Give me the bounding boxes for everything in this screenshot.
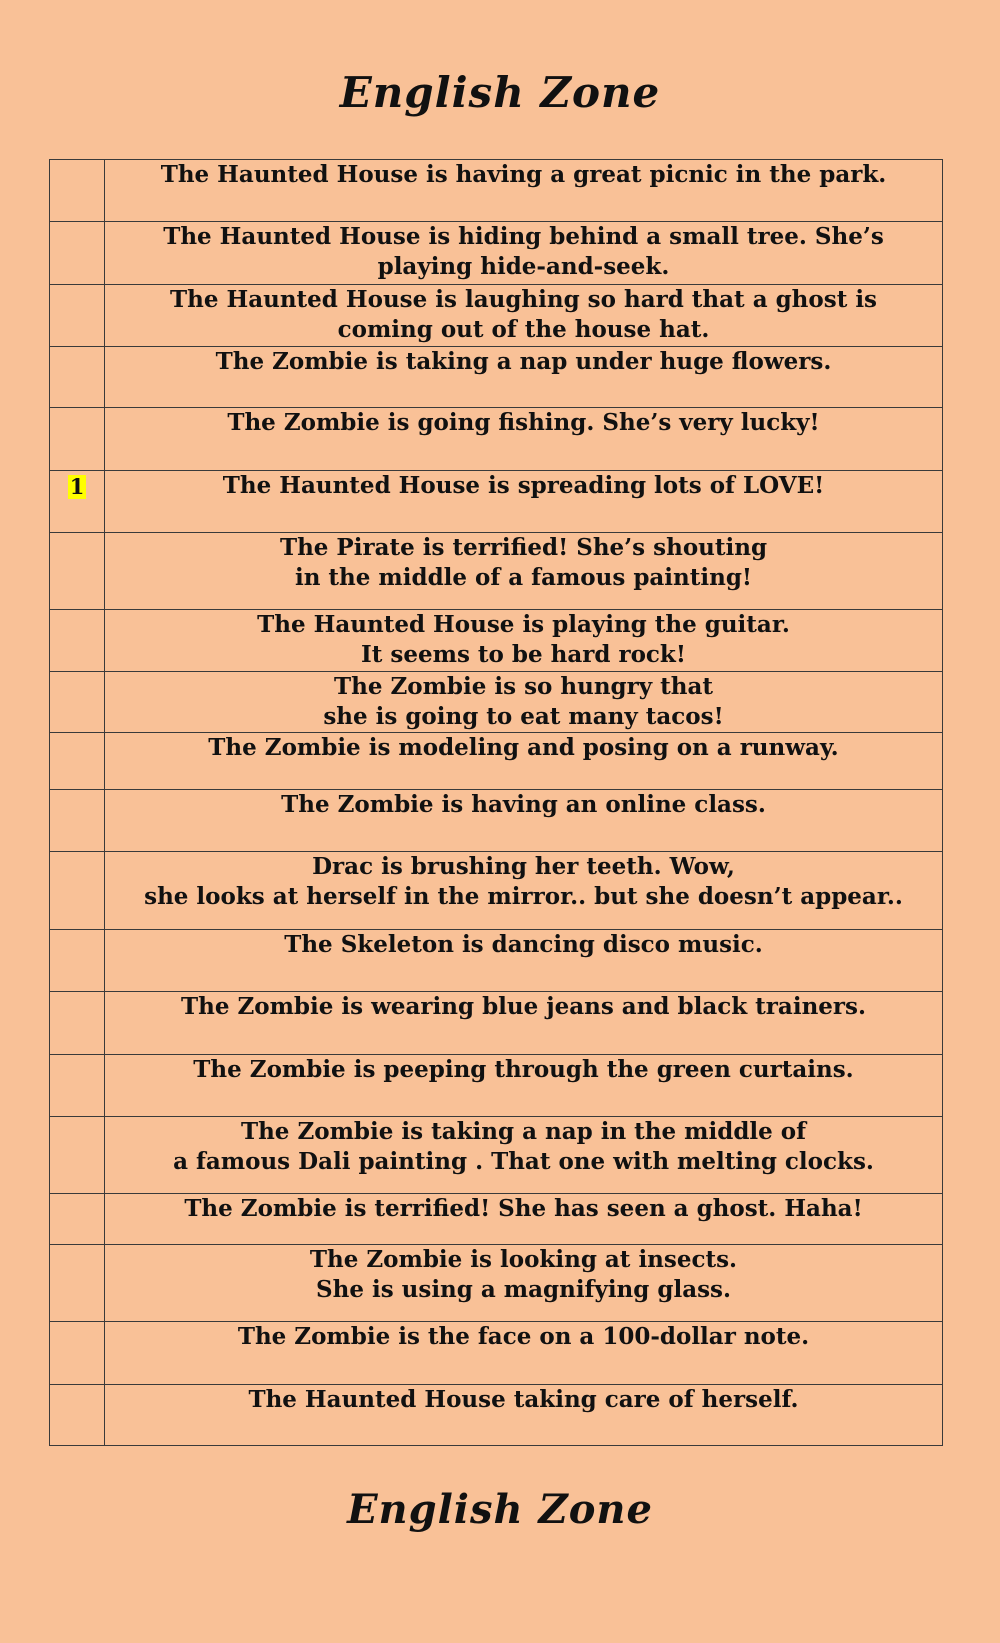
table-row (50, 852, 943, 930)
sentence-text: The Skeleton is dancing disco music. (105, 930, 943, 992)
table-row (50, 347, 943, 408)
answer-value: 1 (69, 474, 85, 499)
table-row (50, 992, 943, 1055)
table-row (50, 222, 943, 285)
table-row (50, 930, 943, 992)
table-row (50, 733, 943, 790)
sentence-text: The Haunted House is laughing so hard that a ghost is coming out of the house hat. (105, 285, 943, 347)
table-row (50, 1055, 943, 1117)
table-row (50, 471, 943, 533)
sentence-text: The Zombie is terrified! She has seen a ghost. Haha! (105, 1194, 943, 1245)
answer-cell[interactable] (50, 285, 105, 347)
sentence-text: The Zombie is taking a nap under huge flowers. (105, 347, 943, 408)
sentence-text: The Zombie is going fishing. She’s very lucky! (105, 408, 943, 471)
answer-cell[interactable] (50, 471, 105, 533)
table-row (50, 1385, 943, 1446)
sentence-text: The Haunted House is playing the guitar. It seems to be hard rock! (105, 610, 943, 672)
answer-cell[interactable] (50, 992, 105, 1055)
answer-cell[interactable] (50, 1055, 105, 1117)
table-row (50, 1117, 943, 1194)
sentence-text: The Zombie is wearing blue jeans and black trainers. (105, 992, 943, 1055)
answer-cell[interactable] (50, 347, 105, 408)
table-row (50, 790, 943, 852)
table-row (50, 408, 943, 471)
sentence-text: The Zombie is having an online class. (105, 790, 943, 852)
matching-table (49, 159, 943, 1446)
answer-cell[interactable] (50, 1322, 105, 1385)
answer-cell[interactable] (50, 1245, 105, 1322)
footer-brand: English Zone (347, 1486, 653, 1533)
table-row (50, 1322, 943, 1385)
answer-cell[interactable] (50, 672, 105, 733)
answer-cell[interactable] (50, 610, 105, 672)
sentence-text: Drac is brushing her teeth. Wow, she looks at herself in the mirror.. but she doesn’t appear.. (105, 852, 943, 930)
answer-cell[interactable] (50, 733, 105, 790)
table-row (50, 1245, 943, 1322)
sentence-text: The Zombie is peeping through the green curtains. (105, 1055, 943, 1117)
answer-cell[interactable] (50, 790, 105, 852)
table-row (50, 533, 943, 610)
answer-cell[interactable] (50, 160, 105, 222)
answer-cell[interactable] (50, 222, 105, 285)
answer-cell[interactable] (50, 533, 105, 610)
table-row (50, 1194, 943, 1245)
sentence-text: The Pirate is terrified! She’s shouting in the middle of a famous painting! (105, 533, 943, 610)
table-row (50, 610, 943, 672)
table-row (50, 160, 943, 222)
header-brand: English Zone (339, 68, 661, 117)
sentence-text: The Zombie is so hungry that she is going to eat many tacos! (105, 672, 943, 733)
sentence-text: The Zombie is modeling and posing on a runway. (105, 733, 943, 790)
answer-cell[interactable] (50, 1194, 105, 1245)
table-row (50, 285, 943, 347)
answer-cell[interactable] (50, 852, 105, 930)
sentence-text: The Haunted House is having a great picnic in the park. (105, 160, 943, 222)
sentence-text: The Zombie is taking a nap in the middle of a famous Dali painting . That one with melting clocks. (105, 1117, 943, 1194)
sentence-text: The Zombie is the face on a 100-dollar note. (105, 1322, 943, 1385)
sentence-text: The Haunted House is hiding behind a small tree. She’s playing hide-and-seek. (105, 222, 943, 285)
answer-cell[interactable] (50, 408, 105, 471)
answer-cell[interactable] (50, 1117, 105, 1194)
sentence-text: The Zombie is looking at insects. She is using a magnifying glass. (105, 1245, 943, 1322)
answer-cell[interactable] (50, 930, 105, 992)
answer-cell[interactable] (50, 1385, 105, 1446)
table-row (50, 672, 943, 733)
sentence-text: The Haunted House is spreading lots of LOVE! (105, 471, 943, 533)
sentence-text: The Haunted House taking care of herself. (105, 1385, 943, 1446)
